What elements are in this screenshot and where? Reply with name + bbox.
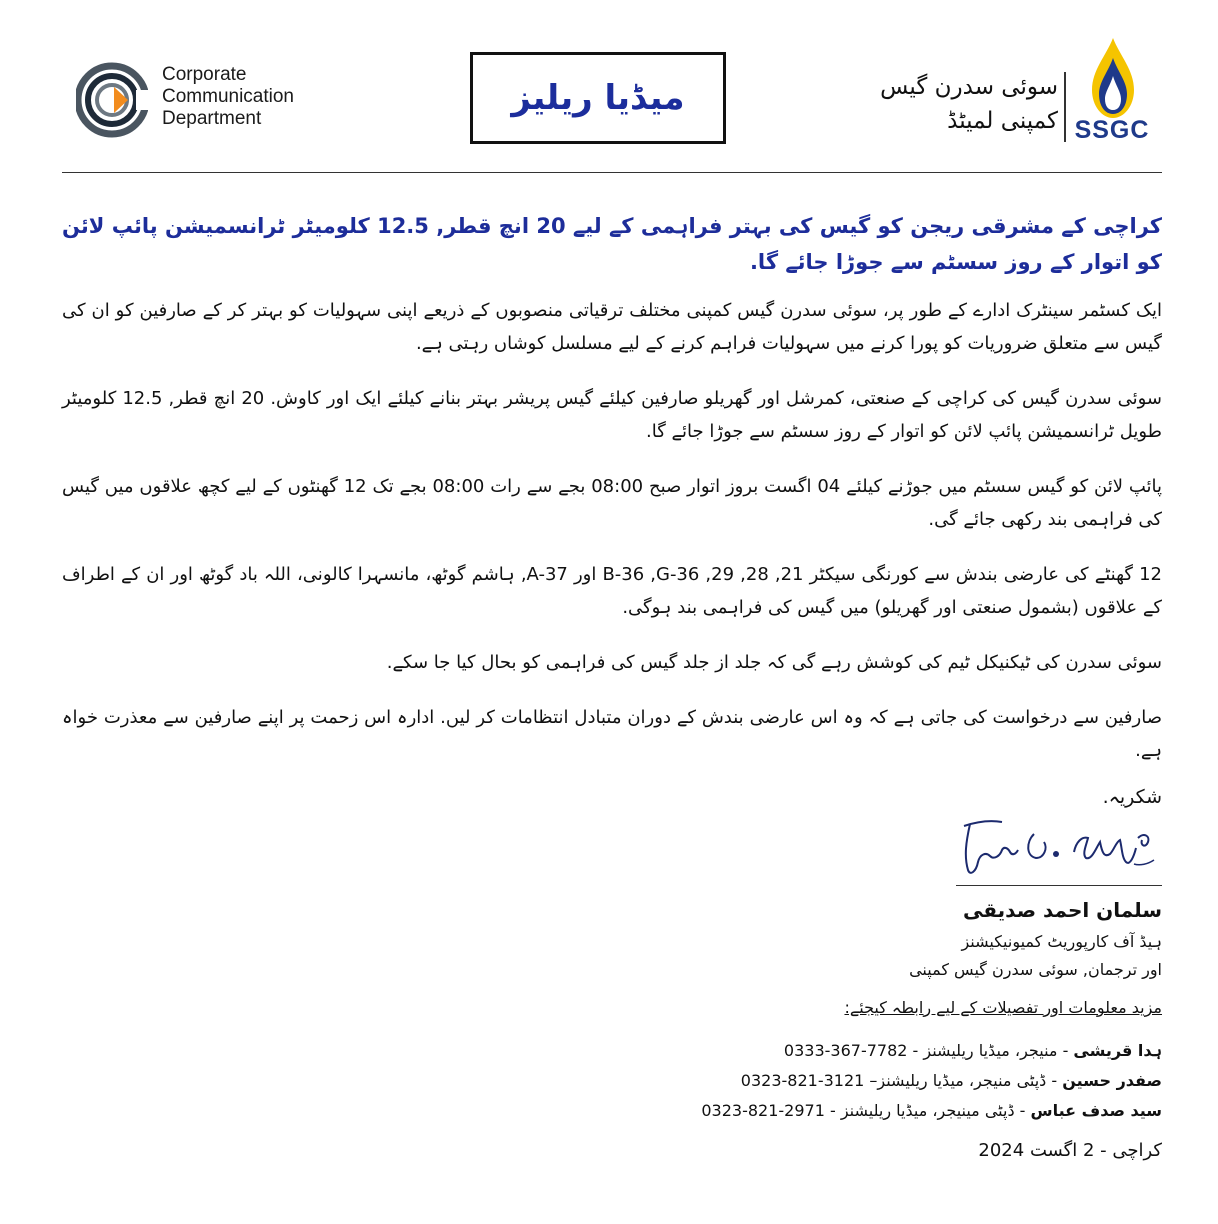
- company-name-urdu: [872, 70, 1058, 138]
- contact-name: سید صدف عباس: [1030, 1101, 1162, 1120]
- body-paragraph: سوئی سدرن گیس کی کراچی کے صنعتی، کمرشل اور گھریلو صارفین کیلئے گیس پریشر بہتر بنانے کیلئے ایک اور کاوش. 20 انچ قطر, 12.5 کلومیٹر طویل ٹرانسمیشن پائپ لائن کو اتوار کے روز سسٹم سے جوڑا جائے گا.: [62, 388, 1162, 442]
- signatory-name: سلمان احمد صدیقی: [963, 898, 1162, 922]
- media-release-title-box: [470, 52, 726, 144]
- body-paragraph: ایک کسٹمر سینٹرک ادارے کے طور پر، سوئی سدرن گیس کمپنی مختلف ترقیاتی منصوبوں کے ذریعے اپنی سہولیات کو بہتر کر کے صارفین کو ان کی گیس سے متعلق ضروریات کو پورا کرنے میں سہولیات فراہم کرنے کے لیے مسلسل کوشاں رہتی ہے.: [62, 300, 1162, 354]
- dateline: کراچی - 2 اگست 2024: [978, 1140, 1162, 1161]
- corporate-communication-logo: [76, 60, 148, 140]
- company-abbreviation: SSGC: [1074, 116, 1150, 144]
- press-release-headline: کراچی کے مشرقی ریجن کو گیس کی بہتر فراہمی کے لیے 20 انچ قطر, 12.5 کلومیٹر ٹرانسمیشن پائپ لائن کو اتوار کے روز سسٹم سے جوڑا جائے گا.: [62, 214, 1162, 274]
- signatory: [642, 892, 1162, 984]
- contact-phone[interactable]: 0323-821-3121: [740, 1071, 865, 1090]
- company-name-line: سوئی سدرن گیس: [880, 74, 1058, 100]
- signatory-designation: ہیڈ آف کارپوریٹ کمیونیکیشنز: [961, 932, 1162, 951]
- contact-intro: مزید معلومات اور تفصیلات کے لیے رابطہ کیجئے:: [844, 998, 1162, 1017]
- signatory-designation: اور ترجمان, سوئی سدرن گیس کمپنی: [909, 960, 1162, 979]
- department-line: Department: [162, 108, 262, 129]
- contact-name: ہدا قریشی: [1073, 1041, 1162, 1060]
- company-name-line: کمپنی لمیٹڈ: [947, 108, 1058, 134]
- contact-row: [462, 1096, 1162, 1126]
- contact-role: - منیجر، میڈیا ریلیشنز -: [907, 1041, 1074, 1060]
- signature-line: [956, 885, 1162, 886]
- body-paragraph: پائپ لائن کو گیس سسٹم میں جوڑنے کیلئے 04 اگست بروز اتوار صبح 08:00 بجے سے رات 08:00 بجے تک 12 گھنٹوں کے لیے کچھ علاقوں میں گیس کی فراہمی بند رکھی جائے گی.: [62, 476, 1162, 530]
- contact-name: صفدر حسین: [1062, 1071, 1162, 1090]
- contact-phone[interactable]: 0333-367-7782: [783, 1041, 908, 1060]
- contact-row: [462, 1066, 1162, 1096]
- media-release-title: میڈیا ریلیز: [511, 78, 685, 118]
- contact-list: [462, 1036, 1162, 1126]
- department-line: Communication: [162, 86, 294, 107]
- contact-row: [462, 1036, 1162, 1066]
- contact-phone[interactable]: 0323-821-2971: [701, 1101, 825, 1120]
- flame-icon: [1086, 36, 1140, 120]
- body-paragraph: 12 گھنٹے کی عارضی بندش سے کورنگی سیکٹر 21, 28, 29, B-36 ,G-36 اور A-37, ہاشم گوٹھ، مانسہرا کالونی، اللہ باد گوٹھ اور ان کے اطراف کے علاقوں (بشمول صنعتی اور گھریلو) میں گیس کی فراہمی بند ہوگی.: [62, 564, 1162, 618]
- handwritten-signature: [956, 812, 1162, 884]
- press-release-body: [62, 208, 1162, 789]
- body-paragraph: صارفین سے درخواست کی جاتی ہے کہ وہ اس عارضی بندش کے دوران متبادل انتظامات کر لیں. ادارہ اس زحمت پر اپنے صارفین سے معذرت خواہ ہے.: [62, 707, 1162, 761]
- thanks-text: شکریہ.: [1102, 786, 1162, 808]
- contact-role: - ڈپٹی منیجر، میڈیا ریلیشنز–: [864, 1071, 1063, 1090]
- logo-divider: [1064, 72, 1066, 142]
- department-name: [162, 64, 294, 130]
- body-paragraph: سوئی سدرن کی ٹیکنیکل ٹیم کی کوشش رہے گی کہ جلد از جلد گیس کی فراہمی کو بحال کیا جا سکے.: [386, 652, 1162, 673]
- header-divider: [62, 172, 1162, 173]
- department-line: Corporate: [162, 64, 247, 85]
- contact-role: - ڈپٹی مینیجر، میڈیا ریلیشنز -: [824, 1101, 1031, 1120]
